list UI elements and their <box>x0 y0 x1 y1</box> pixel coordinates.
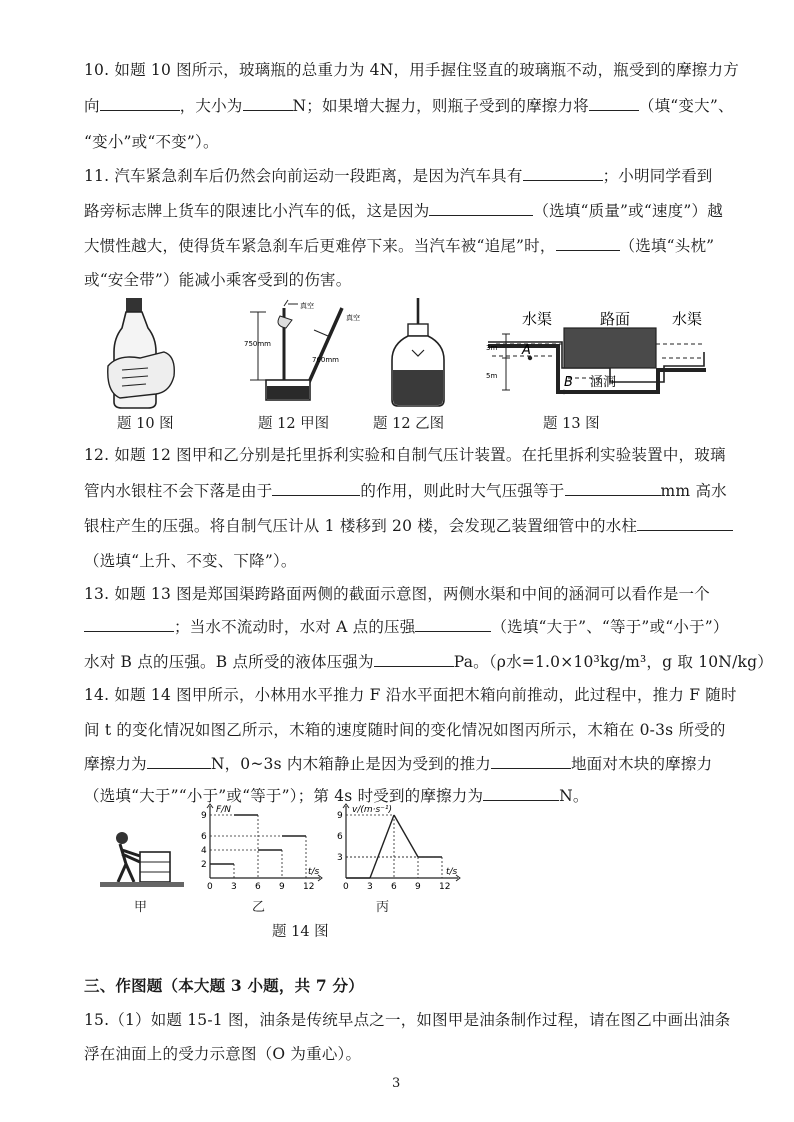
yi-x-tick-0: 0 <box>207 882 213 892</box>
q13-line3: 水对 B 点的压强。B 点所受的液体压强为 Pa。（ρ水=1.0×10³kg/m³，g 取 10N/kg） <box>84 653 773 671</box>
q13-line1: 13. 如题 13 图是郑国渠跨路面两侧的截面示意图，两侧水渠和中间的涵洞可以看作是一个 <box>84 585 710 603</box>
q12-blank-water-column[interactable] <box>637 516 733 531</box>
q10-line2: 向 ，大小为 N；如果增大握力，则瓶子受到的摩擦力将 （填“变大”、 <box>84 97 734 115</box>
q14-blank-friction-0-3s[interactable] <box>147 754 211 769</box>
q14-line3: 摩擦力为 N，0~3s 内木箱静止是因为受到的推力 地面对木块的摩擦力 <box>84 755 713 773</box>
q11-blank-inertia[interactable] <box>523 166 603 181</box>
q13-line2: ；当水不流动时，水对 A 点的压强 （选填“大于”、“等于”或“小于”） <box>84 615 729 637</box>
fig12b-homemade-barometer <box>388 296 448 411</box>
bing-y-tick-6: 6 <box>337 832 343 842</box>
fig13-3m-label: 3m <box>486 344 498 352</box>
page-number: 3 <box>392 1076 401 1091</box>
q10-line3: “变小”或“不变”）。 <box>84 133 219 151</box>
fig14-yi-label: 乙 <box>252 900 266 915</box>
q10-blank-change[interactable] <box>589 96 639 111</box>
q11-line3: 大惯性越大，使得货车紧急刹车后更难停下来。当汽车被“追尾”时， （选填“头枕” <box>84 237 715 255</box>
bing-x-axis-label: t/s <box>446 867 458 877</box>
fig13-left-canal-label: 水渠 <box>522 310 553 328</box>
q14-blank-friction-4s[interactable] <box>483 786 559 801</box>
bing-x-tick-12: 12 <box>439 882 451 892</box>
q11-blank-headrest[interactable] <box>556 236 620 251</box>
q14-blank-compare[interactable] <box>491 754 571 769</box>
fig13-canal-cross-section <box>482 304 712 408</box>
q12-line1: 12. 如题 12 图甲和乙分别是托里拆利实验和自制气压计装置。在托里拆利实验装置中，玻璃 <box>84 446 726 464</box>
fig14-yi-force-time-chart <box>196 798 326 898</box>
q13-blank-pressure[interactable] <box>374 652 454 667</box>
fig13-road-label: 路面 <box>600 310 631 328</box>
fig12b-caption: 题 12 乙图 <box>373 416 445 432</box>
yi-x-tick-3: 3 <box>231 882 237 892</box>
fig12a-torricelli-apparatus <box>242 296 372 411</box>
bing-x-tick-6: 6 <box>391 882 397 892</box>
q10-line1: 10. 如题 10 图所示，玻璃瓶的总重力为 4N，用手握住竖直的玻璃瓶不动，瓶受到的摩擦力方 <box>84 61 739 79</box>
q10-blank-direction[interactable] <box>100 96 180 111</box>
q12-line3: 银柱产生的压强。将自制气压计从 1 楼移到 20 楼，会发现乙装置细管中的水柱 <box>84 514 733 536</box>
q14-line1: 14. 如题 14 图甲所示，小林用水平推力 F 沿水平面把木箱向前推动，此过程中，推力 F 随时 <box>84 686 737 704</box>
q12-line4: （选填“上升、不变、下降”）。 <box>84 552 297 570</box>
q10-blank-magnitude[interactable] <box>243 96 293 111</box>
fig12a-vacuum-label-1: 真空 <box>300 302 314 310</box>
q13-blank-compare[interactable] <box>415 617 491 632</box>
fig13-point-a: A <box>522 343 531 358</box>
yi-x-tick-9: 9 <box>279 882 285 892</box>
q11-blank-mass-speed[interactable] <box>429 201 533 216</box>
fig14-jia-label: 甲 <box>134 900 148 915</box>
bing-y-tick-9: 9 <box>337 811 343 821</box>
fig10-bottle-in-hand <box>100 296 180 411</box>
fig14-bing-label: 丙 <box>376 900 390 915</box>
q12-line2: 管内水银柱不会下落是由于 的作用，则此时大气压强等于 mm 高水 <box>84 482 727 500</box>
fig14-bing-velocity-time-chart <box>332 798 468 898</box>
bing-velocity-segment-2 <box>394 815 418 857</box>
bing-velocity-segment-1 <box>370 815 394 878</box>
fig13-5m-label: 5m <box>486 372 498 380</box>
yi-y-tick-9: 9 <box>201 811 207 821</box>
fig13-point-b: B <box>564 375 573 390</box>
q14-line4: （选填“大于”“小于”或“等于”）；第 4s 时受到的摩擦力为 N。 <box>84 787 589 805</box>
bing-x-tick-3: 3 <box>367 882 373 892</box>
fig13-caption: 题 13 图 <box>543 416 600 432</box>
fig13-right-canal-label: 水渠 <box>672 310 703 328</box>
fig13-culvert-label: 涵洞 <box>590 375 617 390</box>
q13-blank-connected-vessel[interactable] <box>84 617 174 632</box>
bing-y-tick-3: 3 <box>337 853 343 863</box>
q11-line2: 路旁标志牌上货车的限速比小汽车的低，这是因为 （选填“质量”或“速度”）越 <box>84 202 723 220</box>
q12-blank-cause[interactable] <box>272 481 360 496</box>
fig10-caption: 题 10 图 <box>117 416 174 432</box>
yi-y-tick-6: 6 <box>201 832 207 842</box>
yi-y-tick-2: 2 <box>201 860 207 870</box>
fig12a-vacuum-label-2: 真空 <box>346 314 360 322</box>
bing-y-axis-label: v/(m·s⁻¹) <box>352 805 393 815</box>
q14-line2: 间 t 的变化情况如图乙所示，木箱的速度随时间的变化情况如图丙所示，木箱在 0-3s 所受的 <box>84 721 726 739</box>
yi-y-tick-4: 4 <box>201 846 207 856</box>
fig12a-750-label: 750mm <box>244 340 271 348</box>
fig14-jia-person-pushing-box <box>100 822 186 892</box>
q11-line4: 或“安全带”）能减小乘客受到的伤害。 <box>84 271 352 289</box>
section3-title: 三、作图题（本大题 3 小题，共 7 分） <box>84 976 364 995</box>
fig12a-760-label: 760mm <box>312 356 339 364</box>
yi-x-tick-12: 12 <box>303 882 315 892</box>
yi-x-tick-6: 6 <box>255 882 261 892</box>
q15-line1: 15.（1）如题 15-1 图，油条是传统早点之一，如图甲是油条制作过程，请在图乙中画出油条 <box>84 1011 731 1029</box>
q12-blank-mm[interactable] <box>565 481 661 496</box>
bing-x-tick-9: 9 <box>415 882 421 892</box>
fig14-caption: 题 14 图 <box>272 924 329 940</box>
fig12a-caption: 题 12 甲图 <box>258 416 330 432</box>
q11-line1: 11. 汽车紧急刹车后仍然会向前运动一段距离，是因为汽车具有 ；小明同学看到 <box>84 167 713 185</box>
bing-x-tick-0: 0 <box>343 882 349 892</box>
q15-line2: 浮在油面上的受力示意图（O 为重心）。 <box>84 1045 362 1063</box>
yi-x-axis-label: t/s <box>308 867 320 877</box>
yi-y-axis-label: F/N <box>216 805 231 815</box>
